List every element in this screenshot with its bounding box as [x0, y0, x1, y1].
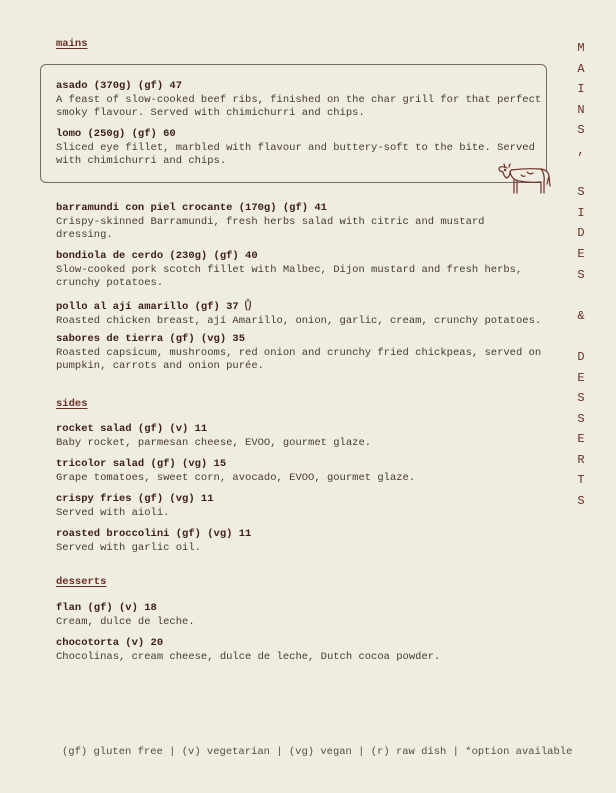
item-description: Served with garlic oil.: [56, 542, 201, 554]
section-title-sides: sides: [56, 398, 88, 410]
menu-item: [56, 250, 542, 290]
vertical-heading-letter: A: [577, 61, 585, 76]
vertical-heading-letter: &: [577, 308, 585, 323]
item-name: sabores de tierra (gf) (vg) 35: [56, 333, 246, 345]
cow-icon: [497, 160, 553, 196]
vertical-heading-letter: S: [577, 391, 585, 406]
vertical-heading-letter: ,: [577, 143, 585, 158]
vertical-heading-letter: S: [577, 123, 585, 138]
item-description: Roasted capsicum, mushrooms, red onion and crunchy fried chickpeas, served on pumpkin, carrots and onion purée.: [56, 347, 542, 372]
vertical-heading-letter: E: [577, 432, 585, 447]
vertical-heading-letter: S: [577, 411, 585, 426]
dietary-legend: (gf) gluten free | (v) vegetarian | (vg) vegan | (r) raw dish | *option available: [62, 746, 573, 758]
item-description: Chocolinas, cream cheese, dulce de leche, Dutch cocoa powder.: [56, 651, 441, 663]
item-name: pollo al ají amarillo (gf) 37: [56, 301, 239, 313]
vertical-heading-letter: T: [577, 473, 585, 488]
menu-item: [56, 298, 542, 328]
menu-item: [56, 602, 542, 629]
menu-item: [56, 528, 542, 555]
menu-item: [56, 128, 542, 168]
item-name: barramundi con piel crocante (170g) (gf) 41: [56, 202, 327, 214]
item-description: Served with aioli.: [56, 507, 170, 519]
item-name: tricolor salad (gf) (vg) 15: [56, 458, 227, 470]
vertical-heading-letter: M: [577, 41, 585, 55]
menu-item: [56, 202, 542, 242]
vertical-heading: [574, 38, 588, 512]
item-name: bondiola de cerdo (230g) (gf) 40: [56, 250, 258, 262]
vertical-heading-letter: S: [577, 267, 585, 282]
item-description: A feast of slow-cooked beef ribs, finished on the char grill for that perfect smoky flavour. Served with chimichurri and chips.: [56, 94, 542, 119]
vertical-heading-letter: D: [577, 349, 585, 364]
menu-item: [56, 493, 542, 520]
menu-item: [56, 333, 542, 373]
vertical-heading-letter: E: [577, 246, 585, 261]
item-description: Cream, dulce de leche.: [56, 616, 195, 628]
item-name: rocket salad (gf) (v) 11: [56, 423, 208, 435]
menu-item: [56, 458, 542, 485]
vertical-heading-letter: E: [577, 370, 585, 385]
item-description: Crispy-skinned Barramundi, fresh herbs salad with citric and mustard dressing.: [56, 216, 485, 241]
section-title-mains: mains: [56, 38, 88, 50]
vertical-heading-letter: R: [577, 452, 585, 467]
item-name: flan (gf) (v) 18: [56, 602, 157, 614]
vertical-heading-letter: S: [577, 185, 585, 200]
item-name: asado (370g) (gf) 47: [56, 80, 183, 92]
section-title-desserts: desserts: [56, 576, 107, 588]
vertical-heading-letter: I: [577, 205, 585, 220]
item-description: Sliced eye fillet, marbled with flavour and buttery-soft to the bite. Served with chimichurri and chips.: [56, 142, 535, 167]
item-name: crispy fries (gf) (vg) 11: [56, 493, 214, 505]
menu-item: [56, 423, 542, 450]
item-description: Slow-cooked pork scotch fillet with Malbec, Dijon mustard and fresh herbs, crunchy potatoes.: [56, 264, 523, 289]
menu-item: [56, 637, 542, 664]
item-name-row: [56, 298, 542, 314]
item-description: Baby rocket, parmesan cheese, EVOO, gourmet glaze.: [56, 437, 372, 449]
vertical-heading-letter: I: [577, 82, 585, 97]
vertical-heading-letter: D: [577, 226, 585, 241]
item-name: lomo (250g) (gf) 60: [56, 128, 176, 140]
item-description: Roasted chicken breast, ají Amarillo, onion, garlic, cream, crunchy potatoes.: [56, 315, 542, 327]
item-name: roasted broccolini (gf) (vg) 11: [56, 528, 252, 540]
item-description: Grape tomatoes, sweet corn, avocado, EVOO, gourmet glaze.: [56, 472, 416, 484]
vertical-heading-letter: S: [577, 494, 585, 509]
menu-item: [56, 80, 542, 120]
chili-icon: [243, 298, 253, 311]
item-name: chocotorta (v) 20: [56, 637, 164, 649]
vertical-heading-letter: N: [577, 102, 585, 117]
